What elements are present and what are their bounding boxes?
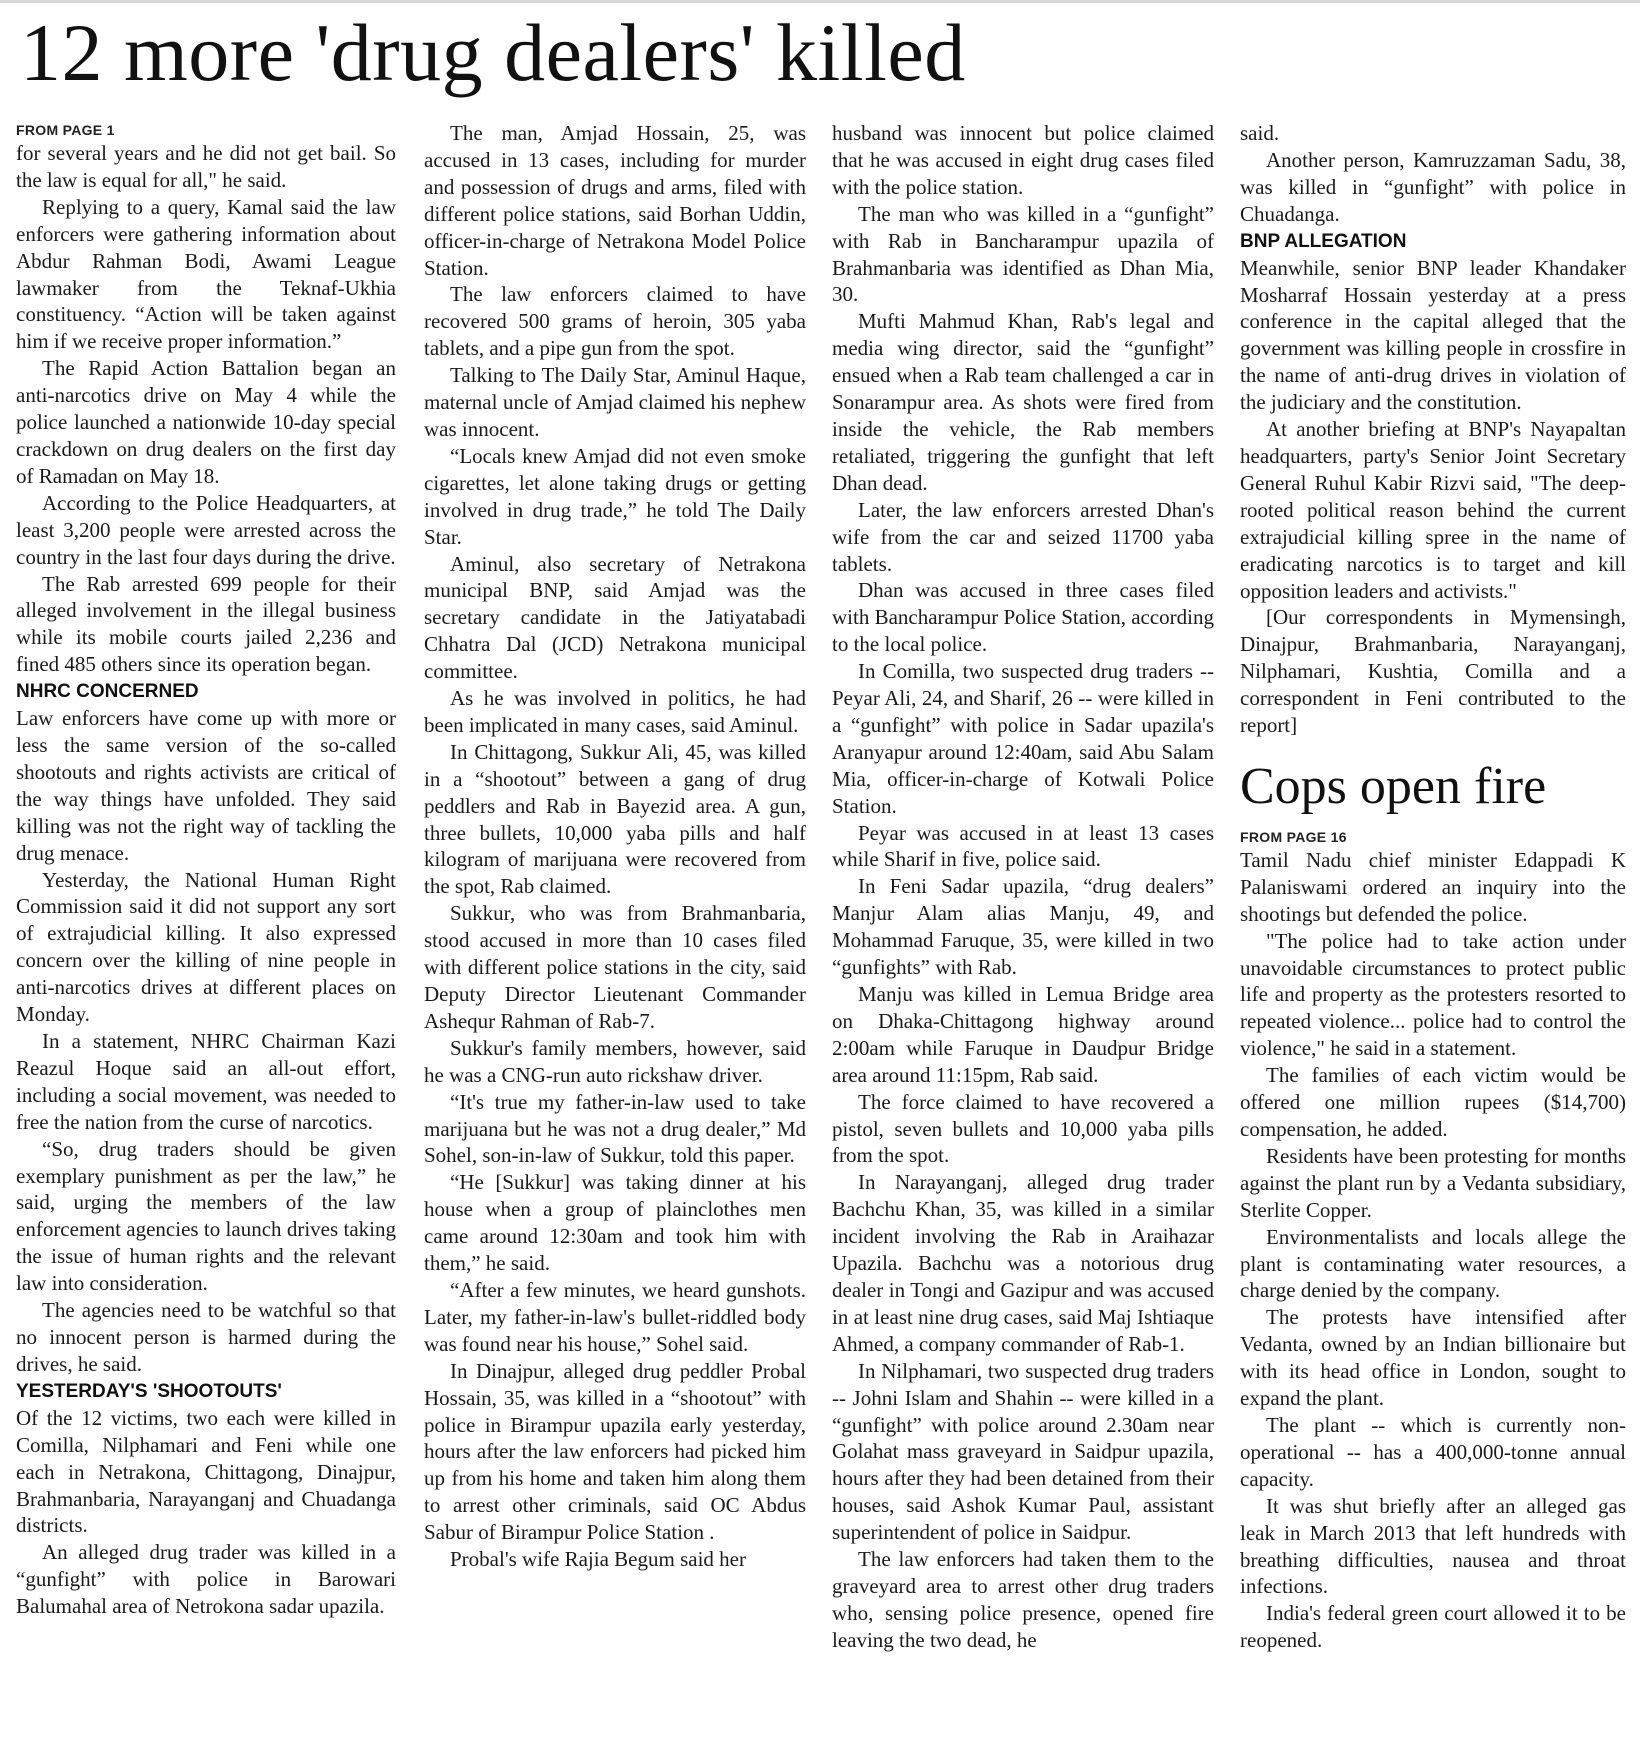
top-rule (0, 0, 1640, 3)
paragraph: Sukkur, who was from Brahmanbaria, stood accused in more than 10 cases filed with different police stations in the city, said Deputy Director Lieutenant Commander Ashequr Rahman of Rab-7. (424, 901, 806, 1033)
paragraph: “It's true my father-in-law used to take marijuana but he was not a drug dealer,” Md Sohel, son-in-law of Sukkur, told this paper. (424, 1089, 806, 1168)
paragraph: “Locals knew Amjad did not even smoke cigarettes, let alone taking drugs or getting involved in drug trade,” he told The Daily Star. (424, 443, 806, 549)
paragraph: The man who was killed in a “gunfight” with Rab in Bancharampur upazila of Brahmanbaria was identified as Dhan Mia, 30. (832, 201, 1214, 307)
paragraph: for several years and he did not get bail. So the law is equal for all," he said. (16, 141, 396, 192)
column-2 (424, 120, 806, 1748)
paragraph: "The police had to take action under unavoidable circumstances to protect public life and property as the protesters resorted to repeated violence... police had to control the violence," he said in a statement. (1240, 928, 1626, 1061)
paragraph: Meanwhile, senior BNP leader Khandaker Mosharraf Hossain yesterday at a press conference in the capital alleged that the government was killing people in crossfire in the name of anti-drug drives in violation of the judiciary and the constitution. (1240, 255, 1626, 415)
paragraph: “So, drug traders should be given exemplary punishment as per the law,” he said, urging the members of the law enforcement agencies to launch drives taking the issue of human rights and the relevant law into consideration. (16, 1136, 396, 1296)
second-story-headline: Cops open fire (1240, 757, 1547, 815)
column-3 (832, 120, 1214, 1748)
paragraph: The Rapid Action Battalion began an anti-narcotics drive on May 4 while the police launched a nationwide 10-day special crackdown on drug dealers on the first day of Ramadan on May 18. (16, 356, 396, 488)
paragraph: Mufti Mahmud Khan, Rab's legal and media wing director, said the “gunfight” ensued when a Rab team challenged a car in Sonarampur area. As shots were fired from inside the vehicle, the Rab members retaliated, triggering the gunfight that left Dhan dead. (832, 309, 1214, 495)
paragraph: In Chittagong, Sukkur Ali, 45, was killed in a “shootout” between a gang of drug peddlers and Rab in Bayezid area. A gun, three bullets, 10,000 yaba pills and half kilogram of marijuana were recovered from the spot, Rab claimed. (424, 739, 806, 899)
paragraph: Residents have been protesting for months against the plant run by a Vedanta subsidiary, Sterlite Copper. (1240, 1143, 1626, 1222)
correspondents-note: [Our correspondents in Mymensingh, Dinajpur, Brahmanbaria, Narayanganj, Nilphamari, Kushtia, Comilla and a correspondent in Feni contributed to the report] (1240, 605, 1626, 738)
paragraph: Law enforcers have come up with more or less the same version of the so-called shootouts and rights activists are critical of the way things have unfolded. They said killing was not the right way of tackling the drug menace. (16, 706, 396, 865)
paragraph: The families of each victim would be offered one million rupees ($14,700) compensation, he added. (1240, 1063, 1626, 1141)
paragraph: The law enforcers claimed to have recovered 500 grams of heroin, 305 yaba tablets, and a pipe gun from the spot. (424, 282, 806, 361)
paragraph: “He [Sukkur] was taking dinner at his house when a group of plainclothes men came around 12:30am and took him with them,” he said. (424, 1170, 806, 1276)
subheading-shootouts: YESTERDAY'S 'SHOOTOUTS' (16, 1380, 282, 1402)
from-page-label: FROM PAGE 16 (1240, 828, 1347, 845)
paragraph: Dhan was accused in three cases filed with Bancharampur Police Station, according to the local police. (832, 578, 1214, 657)
paragraph: Peyar was accused in at least 13 cases while Sharif in five, police said. (832, 820, 1214, 872)
from-page-label: FROM PAGE 1 (16, 122, 115, 138)
paragraph: Talking to The Daily Star, Aminul Haque, maternal uncle of Amjad claimed his nephew was innocent. (424, 363, 806, 441)
paragraph: Yesterday, the National Human Right Commission said it did not support any sort of extrajudicial killing. It also expressed concern over the killing of nine people in anti-narcotics drives at different places on Monday. (16, 867, 396, 1027)
paragraph: According to the Police Headquarters, at least 3,200 people were arrested across the country in the last four days during the drive. (16, 490, 396, 569)
paragraph: The Rab arrested 699 people for their alleged involvement in the illegal business while its mobile courts jailed 2,236 and fined 485 others since its operation began. (16, 571, 396, 677)
paragraph: Later, the law enforcers arrested Dhan's wife from the car and seized 11700 yaba tablets. (832, 497, 1214, 576)
paragraph: Manju was killed in Lemua Bridge area on Dhaka-Chittagong highway around 2:00am while Faruque in Daudpur Bridge area around 11:15pm, Rab said. (832, 982, 1214, 1087)
paragraph: At another briefing at BNP's Nayapaltan headquarters, party's Senior Joint Secretary General Ruhul Kabir Rizvi said, "The deep-rooted political reason behind the current extrajudicial killing spree in the name of eradicating narcotics is to target and kill opposition leaders and activists." (1240, 417, 1626, 603)
paragraph: Another person, Kamruzzaman Sadu, 38, was killed in “gunfight” with police in Chuadanga. (1240, 147, 1626, 226)
paragraph: In a statement, NHRC Chairman Kazi Reazul Hoque said an all-out effort, including a social movement, was needed to free the nation from the curse of narcotics. (16, 1029, 396, 1134)
paragraph: Replying to a query, Kamal said the law enforcers were gathering information about Abdur Rahman Bodi, Awami League lawmaker from the Teknaf-Ukhia constituency. “Action will be taken against him if we receive proper information.” (16, 194, 396, 354)
paragraph: Environmentalists and locals allege the plant is contaminating water resources, a charge denied by the company. (1240, 1224, 1626, 1303)
paragraph: husband was innocent but police claimed that he was accused in eight drug cases filed with the police station. (832, 121, 1214, 199)
paragraph: As he was involved in politics, he had been implicated in many cases, said Aminul. (424, 686, 806, 737)
paragraph: Sukkur's family members, however, said he was a CNG-run auto rickshaw driver. (424, 1035, 806, 1087)
paragraph: Probal's wife Rajia Begum said her (450, 1547, 746, 1572)
paragraph: India's federal green court allowed it to be reopened. (1240, 1601, 1626, 1653)
paragraph: In Nilphamari, two suspected drug traders -- Johni Islam and Shahin -- were killed in a “gunfight” with police around 2.30am near Golahat mass graveyard in Saidpur upazila, hours after they had been detained from their houses, said Ashok Kumar Paul, assistant superintendent of police in Saidpur. (832, 1358, 1214, 1545)
main-headline: 12 more 'drug dealers' killed (20, 7, 966, 98)
column-1 (16, 120, 396, 1748)
paragraph: The plant -- which is currently non-operational -- has a 400,000-tonne annual capacity. (1240, 1412, 1626, 1491)
paragraph: Tamil Nadu chief minister Edappadi K Palaniswami ordered an inquiry into the shootings but defended the police. (1240, 847, 1626, 926)
paragraph: Aminul, also secretary of Netrakona municipal BNP, said Amjad was the secretary candidate in the Jatiyatabadi Chhatra Dal (JCD) Netrakona municipal committee. (424, 551, 806, 684)
paragraph: In Narayanganj, alleged drug trader Bachchu Khan, 35, was killed in a similar incident involving the Rab in Araihazar Upazila. Bachchu was a notorious drug dealer in Tongi and Gazipur and was accused in at least nine drug cases, said Maj Ishtiaque Ahmed, a company commander of Rab-1. (832, 1170, 1214, 1356)
subheading-nhrc: NHRC CONCERNED (16, 681, 199, 703)
column-4 (1240, 120, 1626, 1748)
paragraph: Of the 12 victims, two each were killed in Comilla, Nilphamari and Feni while one each in Netrakona, Chittagong, Dinajpur, Brahmanbaria, Narayanganj and Chuadanga districts. (16, 1405, 396, 1538)
paragraph: said. (1240, 121, 1280, 145)
paragraph: In Dinajpur, alleged drug peddler Probal Hossain, 35, was killed in a “shootout” with police in Birampur upazila early yesterday, hours after the law enforcers had picked him up from his home and taken him along them to arrest other criminals, said OC Abdus Sabur of Birampur Police Station . (424, 1358, 806, 1545)
paragraph: The agencies need to be watchful so that no innocent person is harmed during the drives, he said. (16, 1298, 396, 1376)
paragraph: The force claimed to have recovered a pistol, seven bullets and 10,000 yaba pills from the spot. (832, 1089, 1214, 1168)
paragraph: An alleged drug trader was killed in a “gunfight” with police in Barowari Balumahal area of Netrokona sadar upazila. (16, 1540, 396, 1619)
paragraph: In Feni Sadar upazila, “drug dealers” Manjur Alam alias Manju, 49, and Mohammad Faruque, 35, were killed in two “gunfights” with Rab. (832, 874, 1214, 980)
paragraph: The man, Amjad Hossain, 25, was accused in 13 cases, including for murder and possession of drugs and arms, filed with different police stations, said Borhan Uddin, officer-in-charge of Netrakona Model Police Station. (424, 121, 806, 280)
paragraph: In Comilla, two suspected drug traders -- Peyar Ali, 24, and Sharif, 26 -- were killed in a “gunfight” with police in Sadar upazila's Aranyapur around 12:40am, said Abu Salam Mia, officer-in-charge of Kotwali Police Station. (832, 659, 1214, 818)
paragraph: It was shut briefly after an alleged gas leak in March 2013 that left hundreds with breathing difficulties, nausea and throat infections. (1240, 1493, 1626, 1599)
paragraph: The protests have intensified after Vedanta, owned by an Indian billionaire but with its head office in London, sought to expand the plant. (1240, 1305, 1626, 1411)
subheading-bnp-allegation: BNP ALLEGATION (1240, 230, 1407, 252)
paragraph: The law enforcers had taken them to the graveyard area to arrest other drug traders who, sensing police presence, opened fire leaving the two dead, he (832, 1547, 1214, 1652)
paragraph: “After a few minutes, we heard gunshots. Later, my father-in-law's bullet-riddled body was found near his house,” Sohel said. (424, 1277, 806, 1356)
